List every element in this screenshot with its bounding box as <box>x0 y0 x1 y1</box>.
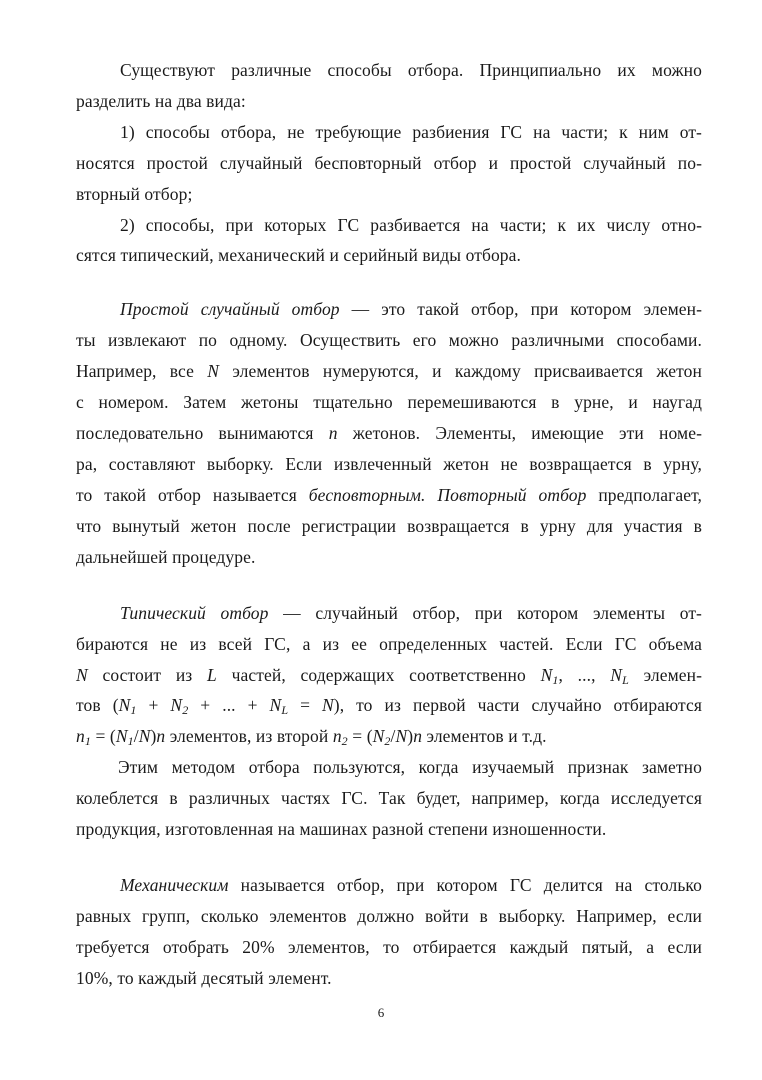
mechanical-term: Механическим <box>120 875 229 895</box>
typical-line-5-b: элементов, из второй <box>165 726 333 746</box>
simple-line-7-b: предполагает, <box>586 485 703 505</box>
typical-p2-line-3: продукция, изготовленная на машинах разной степени изношенности. <box>76 819 607 839</box>
typical-line-3-c: элемен- <box>628 665 702 685</box>
item1-line-1: 1) способы отбора, не требующие разбиения ГС на части; к ним от- <box>120 122 702 142</box>
simple-line-3-a: Например, все <box>76 361 208 381</box>
simple-line-3 <box>76 360 702 382</box>
typical-line-3-b: частей, содержащих соответственно <box>216 665 541 685</box>
item1-line-2: носятся простой случайный бесповторный отбор и простой случайный по- <box>76 153 702 173</box>
simple-line-5-a: последовательно вынимаются <box>76 423 329 443</box>
mechanical-line-3: требуется отобрать 20% элементов, то отбирается каждый пятый, а если <box>76 937 702 957</box>
simple-line-5 <box>76 422 702 444</box>
typical-line-4-b: ), то из первой части случайно отбираются <box>333 695 703 715</box>
simple-line-3-b: элементов нумеруются, и каждому присваивается жетон <box>219 361 702 381</box>
simple-line-9: дальнейшей процедуре. <box>76 547 256 567</box>
typical-line-1-text: — случайный отбор, при котором элементы от- <box>268 603 702 623</box>
item2-line-1: 2) способы, при которых ГС разбивается на части; к их числу отно- <box>120 215 702 235</box>
var-N: N <box>207 361 220 381</box>
simple-line-1-text: — это такой отбор, при котором элемен- <box>339 299 702 319</box>
simple-line-5-b: жетонов. Элементы, имеющие эти номе- <box>337 423 703 443</box>
simple-line-2: ты извлекают по одному. Осуществить его можно различными способами. <box>76 330 702 350</box>
typical-term: Типический отбор <box>120 603 269 623</box>
mechanical-line-1 <box>120 874 702 896</box>
simple-line-1 <box>120 298 702 320</box>
typical-line-5-d: элементов и т.д. <box>422 726 547 746</box>
typical-line-2: бираются не из всей ГС, а из ее определенных частей. Если ГС объема <box>76 634 702 654</box>
typical-line-3-a: состоит из <box>87 665 208 685</box>
mechanical-line-1-text: называется отбор, при котором ГС делится на столько <box>228 875 702 895</box>
item1-line-3: вторный отбор; <box>76 184 193 204</box>
typical-p2-line-1: Этим методом отбора пользуются, когда изучаемый признак заметно <box>118 757 702 777</box>
typical-line-5: $n_1 = (N_1/N)n$ элементов, из второй $n_2 = (N_2/N)n$ элементов и т.д. <box>76 726 547 748</box>
item2-line-2: сятся типический, механический и серийный виды отбора. <box>76 245 521 265</box>
simple-term: Простой случайный отбор <box>120 299 340 319</box>
simple-line-7 <box>76 484 702 506</box>
simple-line-4: с номером. Затем жетоны тщательно перемешиваются в урне, и наугад <box>76 392 702 412</box>
simple-line-7-a: то такой отбор называется <box>76 485 309 505</box>
intro-line-1: Существуют различные способы отбора. Принципиально их можно <box>120 60 702 80</box>
simple-line-8: что вынутый жетон после регистрации возвращается в урну для участия в <box>76 516 702 536</box>
typical-line-4: тов ($N_1 + N_2$ + ... + $N_L = N$), то из первой части случайно отбираются <box>76 695 703 717</box>
intro-line-2: разделить на два вида: <box>76 91 246 111</box>
typical-p2-line-2: колеблется в различных частях ГС. Так будет, например, когда исследуется <box>76 788 702 808</box>
mechanical-line-2: равных групп, сколько элементов должно войти в выборку. Например, если <box>76 906 702 926</box>
page-number: 6 <box>377 1005 385 1020</box>
simple-line-6: ра, составляют выборку. Если извлеченный жетон не возвращается в урну, <box>76 454 702 474</box>
typical-line-3: N состоит из L частей, содержащих соответственно $N_1$, ..., $N_L$ элемен- <box>76 665 702 687</box>
simple-italic-terms: бесповторным. Повторный отбор <box>308 485 587 505</box>
typical-line-4-a: тов ( <box>76 695 119 715</box>
typical-line-1 <box>120 602 702 624</box>
mechanical-line-4: 10%, то каждый десятый элемент. <box>76 968 332 988</box>
var-n: n <box>328 423 338 443</box>
